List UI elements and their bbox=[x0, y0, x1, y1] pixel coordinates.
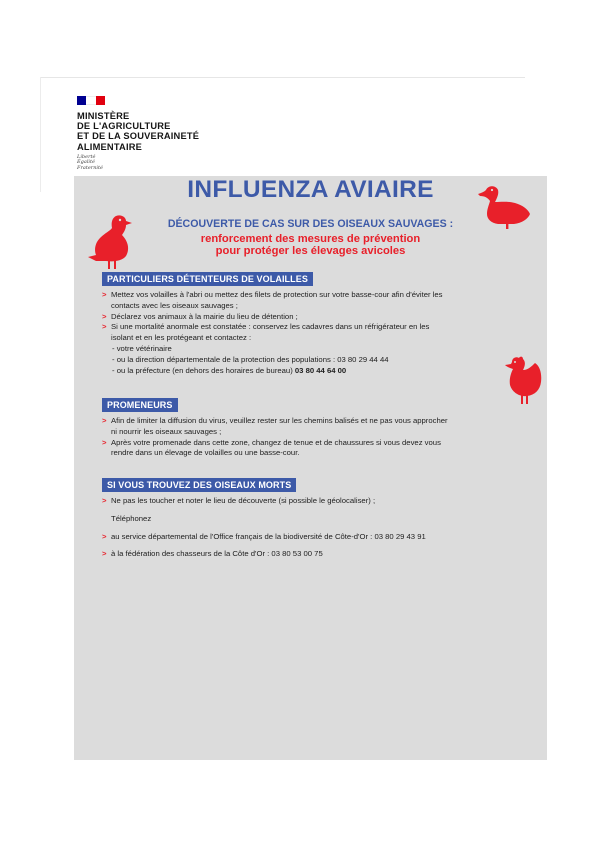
motto-line: Égalité bbox=[77, 159, 95, 166]
ministry-line: ET DE LA SOUVERAINETÉ bbox=[77, 131, 200, 142]
seagull-icon bbox=[86, 212, 132, 270]
header-side-rule bbox=[40, 77, 41, 192]
list-item-continuation: rendre dans un élevage de volailles ou une basse-cour. bbox=[111, 448, 300, 458]
marianne-flag-icon bbox=[77, 96, 105, 105]
contact-line-prefecture bbox=[102, 366, 512, 377]
list-item: > à la fédération des chasseurs de la Côte d'Or : 03 80 53 00 75 bbox=[102, 549, 512, 560]
list-item: > Afin de limiter la diffusion du virus, veuillez rester sur les chemins balisés et ne pas vous approcher bbox=[102, 416, 512, 427]
section-heading-promeneurs: PROMENEURS bbox=[102, 398, 178, 412]
poster-panel bbox=[74, 176, 547, 760]
section-heading-particuliers: PARTICULIERS DÉTENTEURS DE VOLAILLES bbox=[102, 272, 313, 286]
poster-red-line-2: pour protéger les élevages avicoles bbox=[215, 245, 406, 257]
motto-line: Fraternité bbox=[77, 165, 103, 171]
list-item-phone-label: Téléphonez bbox=[111, 513, 152, 523]
section-list-promeneurs bbox=[102, 416, 512, 459]
contact-line: - votre vétérinaire bbox=[112, 343, 172, 353]
section-heading-oiseaux-morts: SI VOUS TROUVEZ DES OISEAUX MORTS bbox=[102, 478, 296, 492]
section-list-oiseaux-morts bbox=[102, 496, 512, 560]
section-list-particuliers bbox=[102, 290, 512, 376]
list-item: > Ne pas les toucher et noter le lieu de découverte (si possible le géolocaliser) ; bbox=[102, 496, 512, 507]
contact-line: - ou la direction départementale de la protection des populations : 03 80 29 44 44 bbox=[112, 354, 389, 364]
list-item-continuation: ni nourrir les oiseaux sauvages ; bbox=[111, 426, 222, 436]
duck-icon bbox=[478, 184, 532, 230]
poster-red-line-1: renforcement des mesures de prévention bbox=[200, 233, 421, 245]
list-item: > Mettez vos volailles à l'abri ou mettez des filets de protection sur votre basse-cour afin d'éviter les bbox=[102, 290, 512, 301]
list-item-continuation: contacts avec les oiseaux sauvages ; bbox=[111, 300, 238, 310]
prefecture-phone: 03 80 44 64 00 bbox=[294, 365, 347, 375]
ministry-name bbox=[77, 111, 199, 152]
ministry-logo bbox=[77, 96, 199, 172]
ministry-line: ALIMENTAIRE bbox=[77, 141, 143, 152]
motto-line: Liberté bbox=[77, 153, 96, 160]
list-item: > Si une mortalité anormale est constatée : conservez les cadavres dans un réfrigérateur en les bbox=[102, 322, 512, 333]
header-top-rule bbox=[40, 77, 525, 78]
ministry-line: DE L'AGRICULTURE bbox=[77, 121, 171, 132]
list-item-continuation: isolant et en les protégeant et contactez : bbox=[111, 333, 252, 343]
list-item: > Déclarez vos animaux à la mairie du lieu de détention ; bbox=[102, 312, 512, 323]
poster-subtitle: DÉCOUVERTE DE CAS SUR DES OISEAUX SAUVAGES : bbox=[167, 218, 454, 230]
list-item: > au service départemental de l'Office français de la biodiversité de Côte-d'Or : 03 80 29 43 91 bbox=[102, 532, 512, 543]
ministry-line: MINISTÈRE bbox=[77, 111, 130, 121]
list-item: > Après votre promenade dans cette zone, changez de tenue et de chaussures si vous devez vous bbox=[102, 438, 512, 449]
prefecture-label: - ou la préfecture (en dehors des horaires de bureau) bbox=[112, 365, 293, 375]
poster-title: INFLUENZA AVIAIRE bbox=[187, 176, 434, 203]
republic-motto bbox=[77, 155, 199, 172]
